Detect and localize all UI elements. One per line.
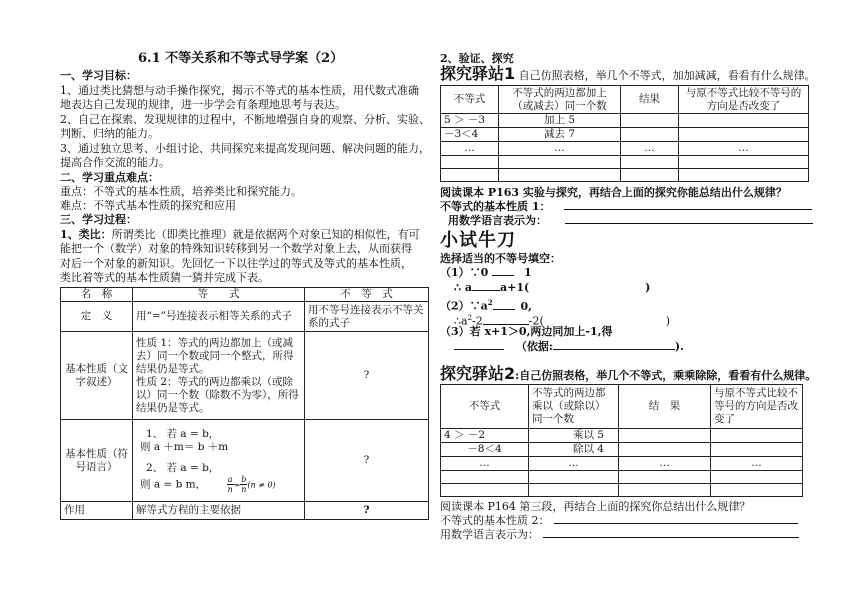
t1-r3-ellipsis: … <box>679 142 809 156</box>
q2-therefore: ∴a <box>454 314 468 328</box>
q3-basis-blank[interactable] <box>553 349 675 350</box>
table-row <box>441 169 809 182</box>
goal-1-line-1: 1、通过类比猜想与动手操作探究，揭示不等式的基本性质，用代数式准确 <box>60 84 419 97</box>
table-row-usage <box>61 502 429 520</box>
t1-r2-result[interactable] <box>621 128 679 142</box>
fraction-b-n: $\frac{b}{n}$ <box>241 474 247 494</box>
t2-header-inequality: 不等式 <box>441 385 529 429</box>
t2-r3-ellipsis: … <box>441 457 529 471</box>
property-2-math <box>440 528 799 542</box>
t1-header-result: 结果 <box>621 86 679 114</box>
property-1-math-text: 用数学语言表示为： <box>448 214 547 227</box>
q1-value: 1 <box>524 266 532 279</box>
analogy-line-1 <box>60 228 420 242</box>
t2-r1-direction[interactable] <box>711 429 803 443</box>
t2-r1-inequality: 4 ＞ －2 <box>441 429 529 443</box>
t1-header-direction: 与原不等式比较不等号的方向是否改变了 <box>679 86 809 114</box>
table-row-property-text <box>61 332 429 420</box>
t1-r1-result[interactable] <box>621 114 679 128</box>
property-2-label-text: 不等式的基本性质 2： <box>440 514 550 527</box>
quiz-3-line-1: （3）若 x+1＞0,两边同加上-1,得 <box>440 325 613 338</box>
q1-text: （1）∵0 <box>440 266 489 279</box>
t2-r1-operation: 乘以 5 <box>529 429 619 443</box>
table-row <box>441 443 803 457</box>
t1-header-row <box>441 86 809 114</box>
analogy-line-4: 类比着等式的基本性质猜一猜并完成下表。 <box>60 271 269 284</box>
symbol-2b-text: 则 a = b m， <box>140 478 207 490</box>
q2-value: 0, <box>520 299 532 313</box>
header-inequality: 不 等 式 <box>305 288 429 302</box>
t1-header-operation: 不等式的两边都加上（或减去）同一个数 <box>499 86 621 114</box>
table-row <box>441 429 803 443</box>
t2-header-result: 结 果 <box>619 385 711 429</box>
property-text-equation <box>133 332 305 420</box>
station-1-badge: 探究驿站1 <box>440 64 516 83</box>
t1-r3-ellipsis: … <box>441 142 499 156</box>
t2-r3-ellipsis: … <box>711 457 803 471</box>
table-row <box>441 484 803 497</box>
symbol-1a: 1、 若 a = b， <box>146 427 220 440</box>
comparison-table <box>60 287 429 520</box>
t2-header-operation: 不等式的两边都乘以（或除以）同一个数 <box>529 385 619 429</box>
definition-inequality: 用不等号连接表示不等关系的式子 <box>305 302 429 332</box>
quiz-3-line-2: （依据: ). <box>454 340 684 354</box>
table-row <box>441 156 809 169</box>
property-2-text: 性质 2：等式的两边都乘以（或除以）同一个数（除数不为零），所得结果仍是等式。 <box>136 375 299 414</box>
usage-inequality: ? <box>305 502 429 520</box>
property-text-inequality: ? <box>305 332 429 420</box>
quiz-1-line-1 <box>440 266 532 280</box>
quiz-intro: 选择适当的不等号填空： <box>440 252 561 265</box>
q1-blank[interactable] <box>492 275 514 276</box>
t1-r1-operation: 加上 5 <box>499 114 621 128</box>
fraction-a-n: $\frac{a}{n}$ <box>227 474 233 494</box>
usage-equation: 解等式方程的主要依据 <box>133 502 305 520</box>
goal-2-line-1: 2、自己在探索、发现规律的过程中，不断地增强自身的观察、分析、实验、 <box>60 113 430 126</box>
analogy-text: 所谓类比（即类比推理）就是依据两个对象已知的相似性，有可 <box>111 228 420 241</box>
t1-r2-direction[interactable] <box>679 128 809 142</box>
t1-r1-inequality: 5 ＞ －3 <box>441 114 499 128</box>
station-1-line <box>440 65 816 85</box>
t2-r2-result[interactable] <box>619 443 711 457</box>
table-row-property-symbol <box>61 420 429 502</box>
station-1-table <box>440 85 809 182</box>
property-1-math-blank[interactable] <box>565 223 813 224</box>
analogy-label: 1、类比： <box>60 228 112 241</box>
section-goals-heading: 一、学习目标： <box>60 69 137 82</box>
t2-header-row <box>441 385 803 429</box>
property-symbol-label: 基本性质（符号语言） <box>61 420 133 502</box>
q1-answer-blank[interactable] <box>472 290 500 291</box>
header-equation: 等 式 <box>133 288 305 302</box>
property-symbol-inequality: ? <box>305 420 429 502</box>
q2-blank[interactable] <box>493 309 515 310</box>
symbol-2b: 则 a = b m， $\frac{a}{n}$ = $\frac{b}{n}$ (n ≠ 0) <box>140 474 276 494</box>
quiz-2-line-2: $\therefore a^2-2$ -2( ) <box>454 314 671 328</box>
property-symbol-equation <box>133 420 305 502</box>
goal-1-line-2: 地表达自己发现的规律，进一步学会有条理地思考与表达。 <box>60 98 346 111</box>
property-2-blank[interactable] <box>554 523 798 524</box>
t1-r1-direction[interactable] <box>679 114 809 128</box>
t2-r2-direction[interactable] <box>711 443 803 457</box>
goal-3-line-1: 3、通过独立思考、小组讨论、共同探究来提高发现问题、解决问题的能力， <box>60 142 430 155</box>
table-row <box>441 128 809 142</box>
property-1-math <box>448 214 813 228</box>
t2-r2-operation: 除以 4 <box>529 443 619 457</box>
station-2-line <box>440 365 816 385</box>
symbol-1b: 则 a ＋m＝ b ＋m <box>140 440 229 453</box>
table-row <box>441 114 809 128</box>
station-2-badge: 探究驿站2 <box>440 364 516 383</box>
q1-expr: a+1( <box>499 281 530 294</box>
section-process-heading: 三、学习过程： <box>60 213 137 226</box>
property-1-label-text: 不等式的基本性质 1： <box>440 200 551 213</box>
property-2-math-blank[interactable] <box>543 537 799 538</box>
t1-header-inequality: 不等式 <box>441 86 499 114</box>
t2-r2-inequality: －8＜4 <box>441 443 529 457</box>
table-row <box>441 471 803 484</box>
t1-r2-inequality: －3＜4 <box>441 128 499 142</box>
analogy-line-3: 对后一个对象的新知识。先回忆一下以往学过的等式及等式的基本性质， <box>60 257 412 270</box>
q3-basis: （依据: <box>515 340 553 353</box>
table-row-definition <box>61 302 429 332</box>
t2-r3-ellipsis: … <box>529 457 619 471</box>
table-header-row <box>61 288 429 302</box>
t2-r1-result[interactable] <box>619 429 711 443</box>
goal-2-line-2: 判断、归纳的能力。 <box>60 127 159 140</box>
verify-heading: 2、验证、探究 <box>440 52 514 65</box>
property-1-text: 性质 1：等式的两边都加上（或减去）同一个数或同一个整式，所得结果仍是等式。 <box>136 336 294 375</box>
t1-r2-operation: 减去 7 <box>499 128 621 142</box>
definition-label: 定 义 <box>61 302 133 332</box>
t2-header-direction: 与原不等式比较不等号的方向是否改变了 <box>711 385 803 429</box>
symbol-2a: 2、 若 a = b， <box>146 461 220 474</box>
station-1-text: 自己仿照表格，举几个不等式，加加减减，看看有什么规律。 <box>518 69 816 82</box>
quiz-1-line-2: ∴ a a+1( ) <box>454 281 651 294</box>
page-title: 6.1 不等关系和不等式导学案（2） <box>138 51 344 66</box>
difficulty: 难点：不等式基本性质的探究和应用 <box>60 199 236 212</box>
t1-r3-ellipsis: … <box>621 142 679 156</box>
analogy-line-2: 能把一个（数学）对象的特殊知识转移到另一个数学对象上去，从而获得 <box>60 242 412 255</box>
table-row <box>441 142 809 156</box>
key-point: 重点：不等式的基本性质，培养类比和探究能力。 <box>60 185 302 198</box>
property-2-label <box>440 514 798 528</box>
t1-r3-ellipsis: … <box>499 142 621 156</box>
station-2-table <box>440 384 803 497</box>
q2-text: （2）∵a <box>440 299 488 313</box>
q3-answer-blank[interactable] <box>454 349 504 350</box>
section-keypoints-heading: 二、学习重点难点： <box>60 171 159 184</box>
property-1-label <box>440 200 812 214</box>
definition-equation: 用“=”号连接表示相等关系的式子 <box>133 302 305 332</box>
quiz-badge: 小试牛刀 <box>440 230 516 251</box>
t2-r3-ellipsis: … <box>619 457 711 471</box>
quiz-2-line-1: $(2)\because a^2$ 0, <box>440 298 532 313</box>
property-1-blank[interactable] <box>564 209 812 210</box>
header-name: 名 称 <box>61 288 133 302</box>
usage-label: 作用 <box>61 502 133 520</box>
station-2-text: :自己仿照表格，举几个不等式，乘乘除除，看看有什么规律。 <box>515 369 817 382</box>
goal-3-line-2: 提高合作交流的能力。 <box>60 156 170 169</box>
read-prompt-1: 阅读课本 P163 实验与探究，再结合上面的探究你能总结出什么规律？ <box>440 186 787 199</box>
q1-therefore: ∴ a <box>454 281 472 294</box>
table-row <box>441 457 803 471</box>
property-text-label: 基本性质（文字叙述） <box>61 332 133 420</box>
read-prompt-2: 阅读课本 P164 第三段，再结合上面的探究你总结出什么规律？ <box>440 500 751 513</box>
property-2-math-text: 用数学语言表示为： <box>440 528 539 541</box>
